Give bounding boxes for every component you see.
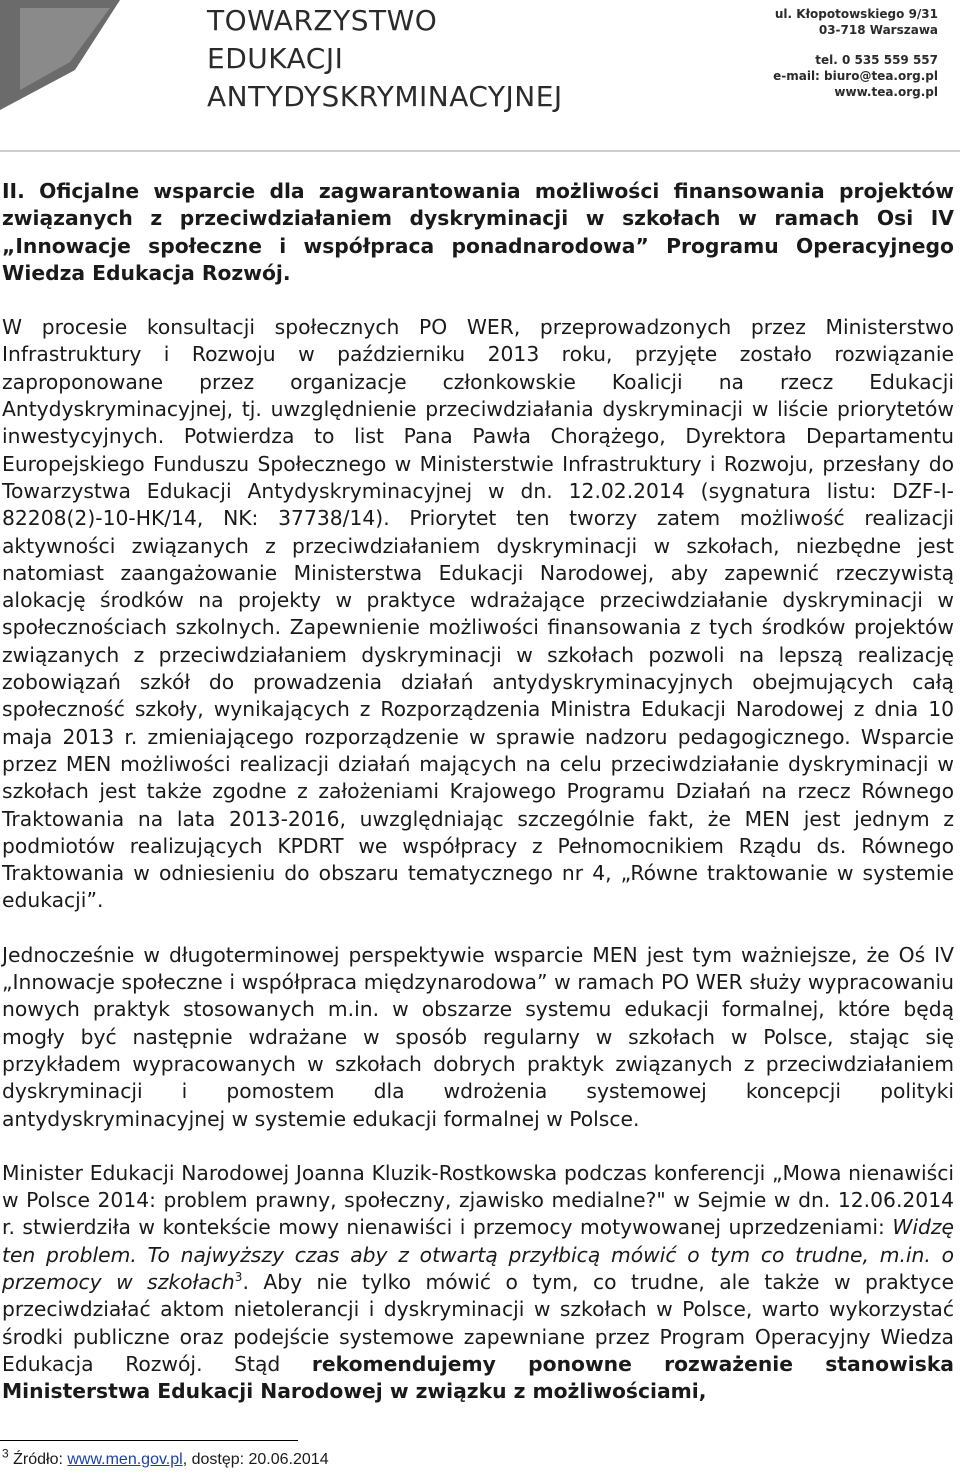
org-name-line-3: ANTYDYSKRYMINACYJNEJ bbox=[207, 80, 563, 113]
footnote-number: 3 bbox=[2, 1446, 9, 1461]
organization-name bbox=[207, 2, 563, 116]
footnote-ref[interactable]: 3 bbox=[234, 1270, 243, 1285]
footnote-divider bbox=[0, 1440, 298, 1441]
recommendation-text: rekomendujemy ponowne rozważenie stanowiska Ministerstwa Edukacji Narodowej w związku z możliwościami, bbox=[2, 1351, 954, 1404]
website-url[interactable]: www.tea.org.pl bbox=[834, 85, 938, 99]
footnote-suffix: , dostęp: 20.06.2014 bbox=[182, 1451, 329, 1468]
paragraph-2: Jednocześnie w długoterminowej perspektywie wsparcie MEN jest tym ważniejsze, że Oś IV „Innowacje społeczne i współpraca międzynarodowa” w ramach PO WER służy wypracowaniu nowych praktyk stosowanych m.in. w obszarze systemu edukacji formalnej, które będą mogły być następnie wdrażane w sposób regularny w szkołach w Polsce, stając się przykładem wypracowanych w szkołach dobrych praktyk związanych z przeciwdziałaniem dyskryminacji i pomostem dla wdrożenia systemowej koncepcji polityki antydyskryminacyjnej w systemie edukacji formalnej w Polsce. bbox=[2, 942, 954, 1131]
paragraph-3-text-b: . Aby nie tylko mówić o tym, co trudne, ale także w praktyce przeciwdziałać aktom nietolerancji i dyskryminacji w szkołach w Polsce, warto wykorzystać środki publiczne oraz podejście systemowe zapewniane przez Program Operacyjny Wiedza Edukacja Rozwój. Stąd bbox=[2, 1269, 954, 1376]
address-line-1: ul. Kłopotowskiego 9/31 bbox=[774, 7, 938, 21]
header-divider bbox=[0, 150, 960, 152]
paragraph-3 bbox=[2, 1160, 954, 1406]
tea-logo-mark-icon bbox=[0, 0, 180, 112]
footnote bbox=[2, 1446, 329, 1470]
contact-block bbox=[773, 6, 938, 100]
address-line-2: 03-718 Warszawa bbox=[818, 23, 938, 37]
minister-quote: Widzę ten problem. To najwyższy czas aby z otwartą przyłbicą mówić o tym co trudne, m.in. o przemocy w szkołach bbox=[2, 1215, 954, 1294]
org-name-line-1: TOWARZYSTWO bbox=[207, 4, 438, 37]
footnote-link[interactable]: www.men.gov.pl bbox=[67, 1451, 183, 1468]
footnote-prefix: Źródło: bbox=[8, 1451, 68, 1468]
email-address[interactable]: e-mail: biuro@tea.org.pl bbox=[773, 69, 938, 83]
document-body bbox=[2, 178, 954, 1405]
section-heading: II. Oficjalne wsparcie dla zagwarantowania możliwości finansowania projektów związanych z przeciwdziałaniem dyskryminacji w szkołach w ramach Osi IV „Innowacje społeczne i współpraca ponadnarodowa” Programu Operacyjnego Wiedza Edukacja Rozwój. bbox=[2, 179, 954, 285]
paragraph-1: W procesie konsultacji społecznych PO WER, przeprowadzonych przez Ministerstwo Infrastruktury i Rozwoju w październiku 2013 roku, przyjęte zostało rozwiązanie zaproponowane przez organizacje członkowskie Koalicji na rzecz Edukacji Antydyskryminacyjnej, tj. uwzględnienie przeciwdziałania dyskryminacji w liście priorytetów inwestycyjnych. Potwierdza to list Pana Pawła Chorążego, Dyrektora Departamentu Europejskiego Funduszu Społecznego w Ministerstwie Infrastruktury i Rozwoju, przesłany do Towarzystwa Edukacji Antydyskryminacyjnej w dn. 12.02.2014 (sygnatura listu: DZF-I-82208(2)-10-HK/14, NK: 37738/14). Priorytet ten tworzy zatem możliwość realizacji aktywności związanych z przeciwdziałaniem dyskryminacji w szkołach, niezbędne jest natomiast zaangażowanie Ministerstwa Edukacji Narodowej, aby zapewnić rzeczywistą alokację środków na projekty w praktyce wdrażające przeciwdziałanie dyskryminacji w społecznościach szkolnych. Zapewnienie możliwości finansowania z tych środków projektów związanych z przeciwdziałaniem dyskryminacji w szkołach pozwoli na lepszą realizację zobowiązań szkół do prowadzenia działań antydyskryminacyjnych obejmujących całą społeczność szkoły, wynikających z Rozporządzenia Ministra Edukacji Narodowej z dnia 10 maja 2013 r. zmieniającego rozporządzenie w sprawie nadzoru pedagogicznego. Wsparcie przez MEN możliwości realizacji działań mających na celu przeciwdziałanie dyskryminacji w szkołach jest także zgodne z założeniami Krajowego Programu Działań na rzecz Równego Traktowania na lata 2013-2016, uwzględniając szczególnie fakt, że MEN jest jednym z podmiotów realizujących KPDRT we współpracy z Pełnomocnikiem Rządu ds. Równego Traktowania w odniesieniu do obszaru tematycznego nr 4, „Równe traktowanie w systemie edukacji”. bbox=[2, 315, 954, 913]
org-name-line-2: EDUKACJI bbox=[207, 42, 344, 75]
letterhead bbox=[0, 0, 960, 125]
paragraph-3-text-a: Minister Edukacji Narodowej Joanna Kluzik-Rostkowska podczas konferencji „Mowa nienawiści w Polsce 2014: problem prawny, społeczny, zjawisko medialne?" w Sejmie w dn. 12.06.2014 r. stwierdziła w kontekście mowy nienawiści i przemocy motywowanej uprzedzeniami: bbox=[2, 1160, 954, 1240]
phone-number: tel. 0 535 559 557 bbox=[815, 53, 938, 67]
